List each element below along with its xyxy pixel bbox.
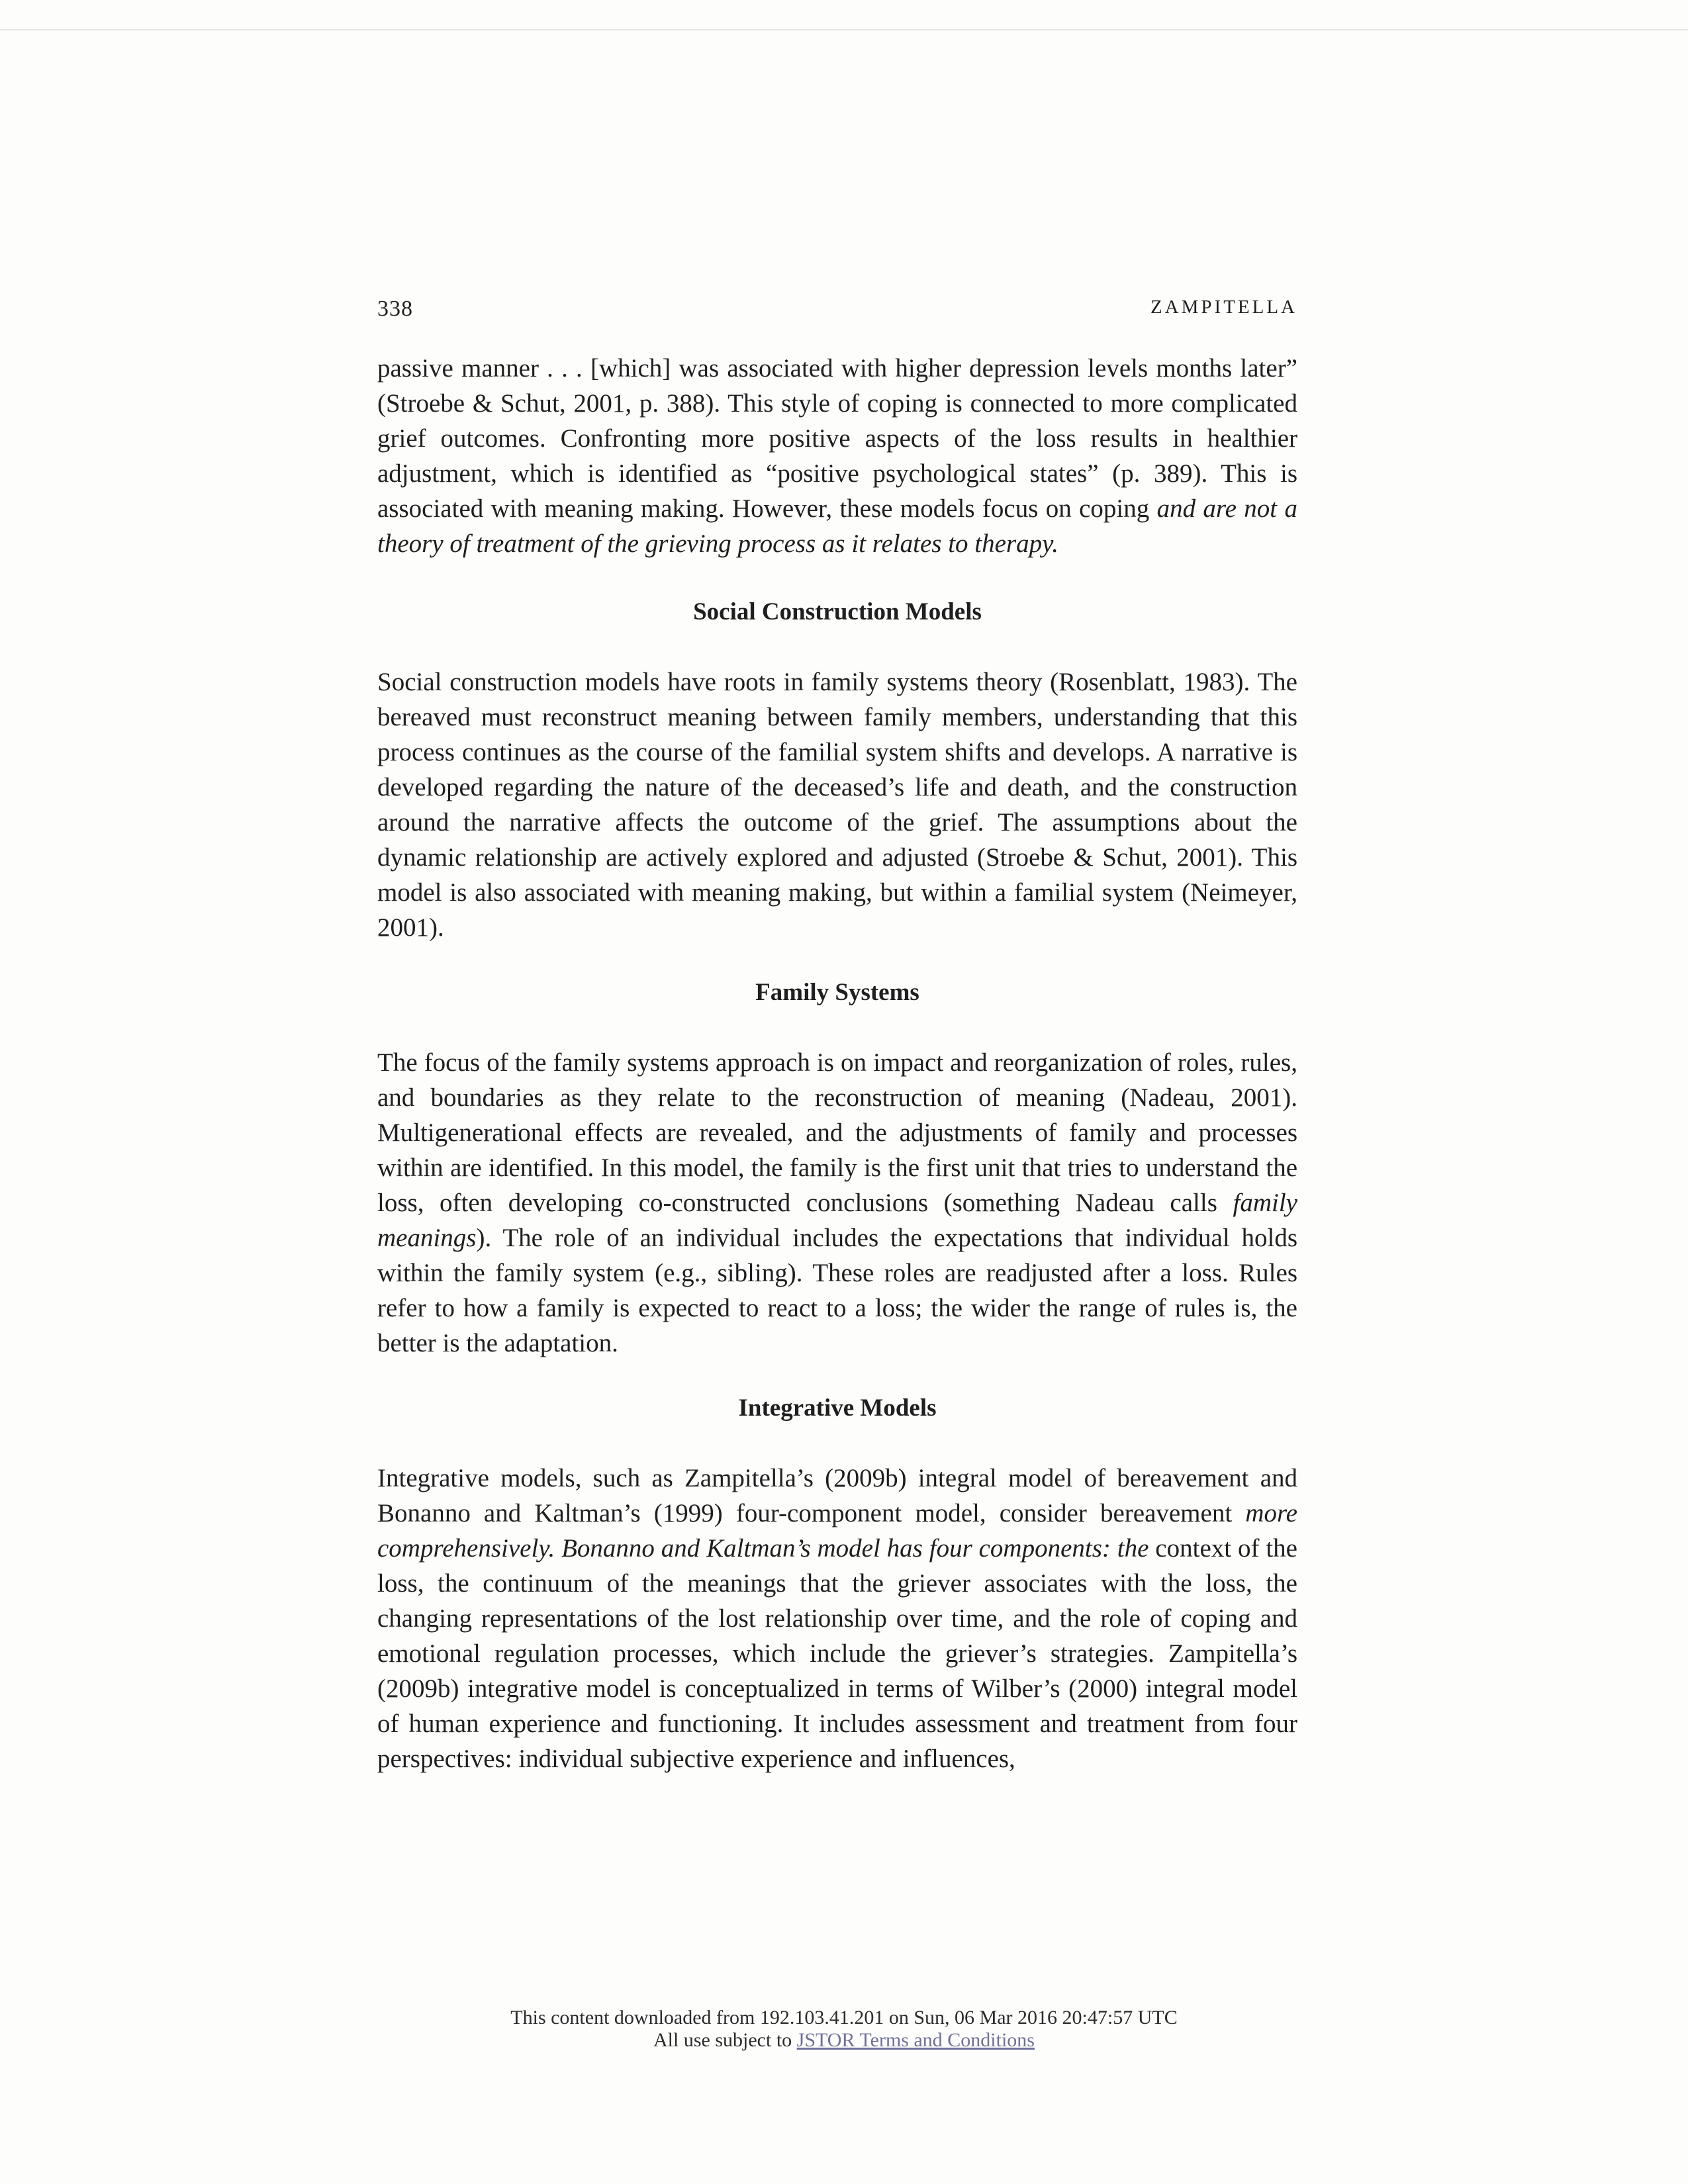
paragraph-family-systems [377,1045,1297,1361]
term-family-meanings: family meanings [377,1189,1297,1252]
terms-prefix: All use subject to [653,2029,797,2051]
download-footer [0,2007,1688,2052]
paragraph-coping-text: passive manner . . . [which] was associated with higher depression levels months later” (Stroebe & Schut, 2001, p. 388). This style of coping is connected to more complicated grief outcomes. Confronting more positive aspects of the loss results in healthier adjustment, which is identified as “positive psychological states” (p. 389). This is associated with meaning making. However, these models focus on coping [377,354,1297,523]
paragraph-integrative-italic: more comprehensively. Bonanno and Kaltman’s model has four components: the [377,1499,1297,1563]
heading-integrative-models: Integrative Models [738,1394,937,1422]
heading-social-construction-models: Social Construction Models [693,598,982,625]
paragraph-family-systems-text-2: ). The role of an individual includes the expectations that individual holds within the family system (e.g., sibling). These roles are readjusted after a loss. Rules refer to how a family is expected to react to a loss; the wider the range of rules is, the better is the adaptation. [377,1224,1297,1357]
download-notice: This content downloaded from 192.103.41.201 on Sun, 06 Mar 2016 20:47:57 UTC [510,2007,1178,2028]
heading-family-systems: Family Systems [755,979,919,1006]
paragraph-integrative-models [377,1461,1297,1776]
article-body [377,351,1297,1776]
paragraph-family-systems-text-1: The focus of the family systems approach is on impact and reorganization of roles, rules, and boundaries as they relate to the reconstruction of meaning (Nadeau, 2001). Multigenerational effects are revealed, and the adjustments of family and processes within are identified. In this model, the family is the first unit that tries to understand the loss, often developing co-constructed conclusions (something Nadeau calls [377,1048,1297,1217]
scan-edge-line [0,29,1688,30]
paragraph-coping-italic: and are not a theory of treatment of the grieving process as it relates to therapy. [377,494,1297,558]
jstor-terms-link[interactable]: JSTOR Terms and Conditions [796,2029,1035,2051]
page-number: 338 [377,296,413,321]
running-head [377,296,1297,330]
terms-line [0,2029,1688,2052]
paragraph-integrative-text-2: context of the loss, the continuum of the meanings that the griever associates with the loss, the changing representations of the lost relationship over time, and the role of coping and emotional regulation processes, which include the griever’s strategies. Zampitella’s (2009b) integrative model is conceptualized in terms of Wilber’s (2000) integral model of human experience and functioning. It includes assessment and treatment from four perspectives: individual subjective experience and influences, [377,1534,1297,1773]
paragraph-coping [377,351,1297,561]
running-head-author: ZAMPITELLA [1150,296,1297,318]
paragraph-integrative-text-1: Integrative models, such as Zampitella’s (2009b) integral model of bereavement and Bonanno and Kaltman’s (1999) four-component model, consider bereavement [377,1464,1297,1527]
paragraph-social-construction: Social construction models have roots in family systems theory (Rosenblatt, 1983). The bereaved must reconstruct meaning between family members, understanding that this process continues as the course of the familial system shifts and develops. A narrative is developed regarding the nature of the deceased’s life and death, and the construction around the narrative affects the outcome of the grief. The assumptions about the dynamic relationship are actively explored and adjusted (Stroebe & Schut, 2001). This model is also associated with meaning making, but within a familial system (Neimeyer, 2001). [377,668,1297,942]
